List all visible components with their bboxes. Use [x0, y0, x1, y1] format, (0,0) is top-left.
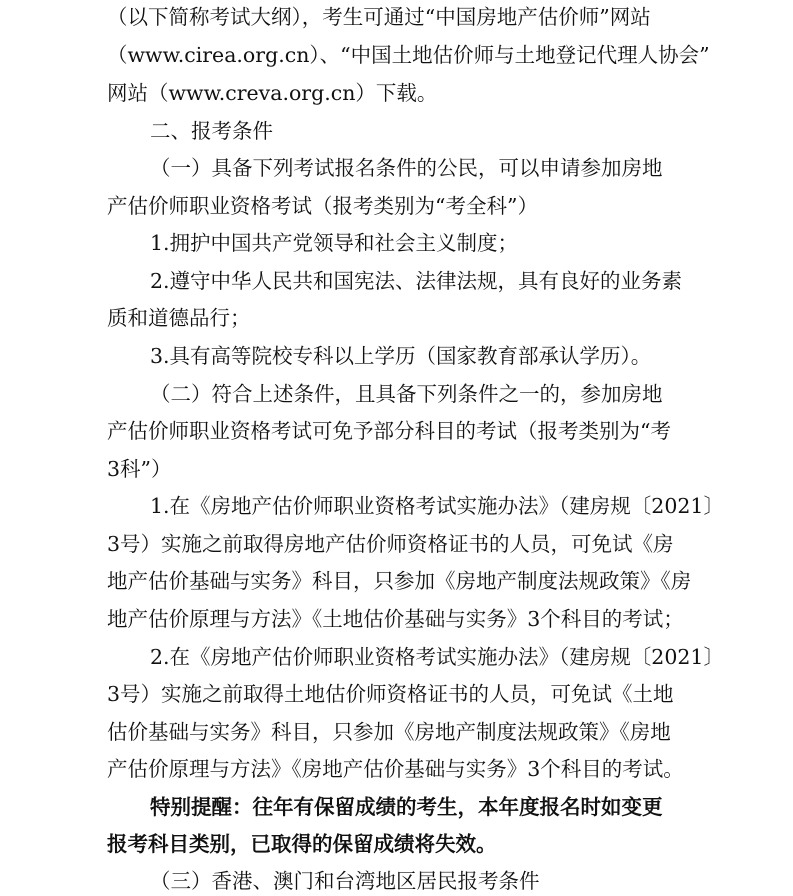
paragraph-line: 产估价师职业资格考试可免予部分科目的考试（报考类别为“考: [107, 419, 671, 443]
paragraph-line: （三）香港、澳门和台湾地区居民报考条件: [150, 869, 540, 893]
paragraph-line: （www.cirea.org.cn）、“中国土地估价师与土地登记代理人协会”: [107, 43, 710, 67]
paragraph-line: 3.具有高等院校专科以上学历（国家教育部承认学历）。: [150, 344, 652, 368]
paragraph-line: 2.在《房地产估价师职业资格考试实施办法》（建房规〔2021〕: [150, 645, 724, 669]
paragraph-line: 3科”）: [107, 457, 172, 481]
paragraph-line: （二）符合上述条件，且具备下列条件之一的，参加房地: [150, 382, 663, 406]
paragraph-line: 3号）实施之前取得土地估价师资格证书的人员，可免试《土地: [107, 682, 674, 706]
special-reminder: 特别提醒：往年有保留成绩的考生，本年度报名时如变更: [150, 795, 663, 819]
paragraph-line: 地产估价原理与方法》《土地估价基础与实务》3个科目的考试；: [107, 607, 684, 631]
paragraph-line: 估价基础与实务》科目，只参加《房地产制度法规政策》《房地: [107, 720, 671, 744]
paragraph-line: 2.遵守中华人民共和国宪法、法律法规，具有良好的业务素: [150, 269, 683, 293]
paragraph-line: 产估价原理与方法》《房地产估价基础与实务》3个科目的考试。: [107, 757, 684, 781]
paragraph-line: 1.在《房地产估价师职业资格考试实施办法》（建房规〔2021〕: [150, 494, 724, 518]
paragraph-line: 质和道德品行；: [107, 306, 251, 330]
paragraph-line: （以下简称考试大纲），考生可通过“中国房地产估价师”网站: [107, 5, 651, 29]
paragraph-line: 产估价师职业资格考试（报考类别为“考全科”）: [107, 194, 538, 218]
paragraph-line: （一）具备下列考试报名条件的公民，可以申请参加房地: [150, 156, 663, 180]
section-heading: 二、报考条件: [150, 119, 273, 143]
paragraph-line: 3号）实施之前取得房地产估价师资格证书的人员，可免试《房: [107, 532, 674, 556]
special-reminder: 报考科目类别，已取得的保留成绩将失效。: [107, 832, 497, 856]
paragraph-line: 网站（www.creva.org.cn）下载。: [107, 81, 438, 105]
paragraph-line: 1.拥护中国共产党领导和社会主义制度；: [150, 231, 519, 255]
paragraph-line: 地产估价基础与实务》科目，只参加《房地产制度法规政策》《房: [107, 569, 692, 593]
